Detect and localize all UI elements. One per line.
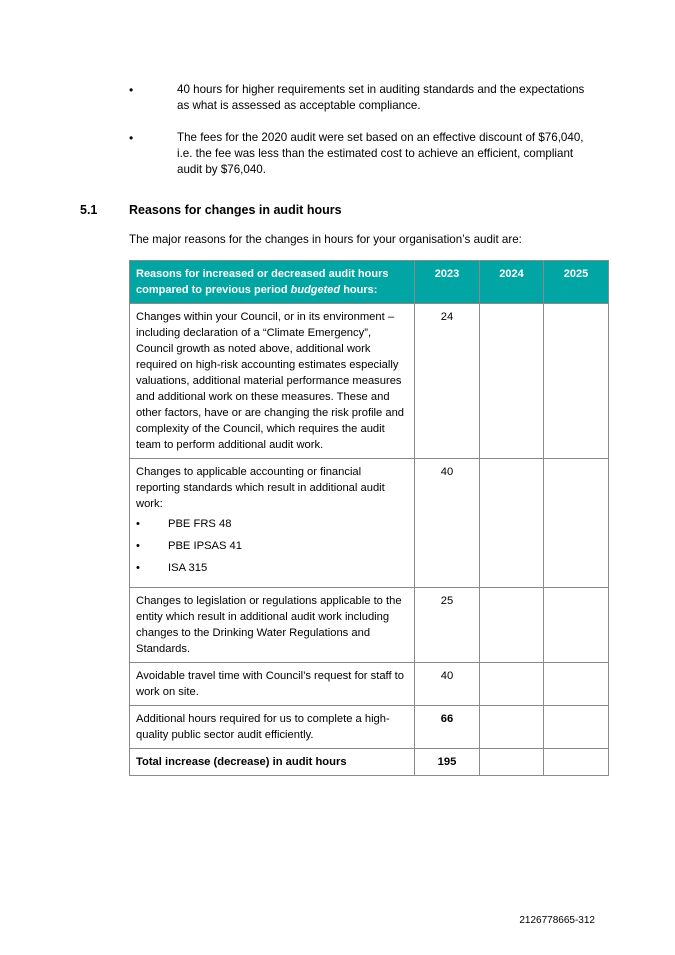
row-value-2025 [544,304,609,459]
total-value-2024 [480,749,544,776]
bullet-icon: • [136,518,140,530]
section-number: 5.1 [80,203,98,217]
row-value-2024 [480,459,544,588]
audit-hours-table [129,260,609,776]
row-reason [130,459,415,588]
row-reason: Changes to legislation or regulations applicable to the entity which result in additional audit work including changes to the Drinking Water Regulations and Standards. [130,588,415,663]
row-value-2023: 25 [415,588,480,663]
row-value-2025 [544,588,609,663]
table-total-row [130,749,609,776]
bullet-icon: • [129,83,134,97]
bullet-text: The fees for the 2020 audit were set based on an effective discount of $76,040, i.e. the fee was less than the estimated cost to achieve an efficient, compliant audit by $76,040. [177,131,584,176]
intro-paragraph: The major reasons for the changes in hours for your organisation’s audit are: [129,233,522,246]
bullet-icon: • [136,562,140,574]
row-value-2023: 24 [415,304,480,459]
row-value-2024 [480,588,544,663]
row-value-2025 [544,459,609,588]
header-year-2024: 2024 [480,261,544,304]
total-label: Total increase (decrease) in audit hours [130,749,415,776]
table-row [130,588,609,663]
section-title: Reasons for changes in audit hours [129,203,342,217]
table-row [130,459,609,588]
row-value-2023: 40 [415,663,480,706]
row-reason: Changes within your Council, or in its environment – including declaration of a “Climate Emergency”, Council growth as noted above, additional work required on high-risk accounting estimates especially valuations, additional material performance measures and additional work on these measures. These and other factors, have or are changing the risk profile and complexity of the Council, which requires the audit team to perform additional audit work. [130,304,415,459]
header-year-2025: 2025 [544,261,609,304]
table-header-row [130,261,609,304]
list-item: • PBE IPSAS 41 [136,540,243,552]
row-value-2025 [544,706,609,749]
bullet-text: 40 hours for higher requirements set in auditing standards and the expectations as what is assessed as acceptable compliance. [177,83,585,112]
row-value-2023: 66 [415,706,480,749]
total-value-2023: 195 [415,749,480,776]
header-emphasis: budgeted [290,284,341,296]
row-value-2025 [544,663,609,706]
standards-list [136,516,408,576]
bullet-icon: • [129,131,134,145]
table-row [130,706,609,749]
table-row [130,304,609,459]
header-year-2023: 2023 [415,261,480,304]
row-value-2024 [480,663,544,706]
row-reason: Additional hours required for us to complete a high-quality public sector audit efficiently. [130,706,415,749]
row-value-2023: 40 [415,459,480,588]
list-item: • ISA 315 [136,562,208,574]
row-value-2024 [480,304,544,459]
row-reason-text: Changes to applicable accounting or financial reporting standards which result in additional audit work: [136,466,385,510]
header-reasons: Reasons for increased or decreased audit hours compared to previous period budgeted hours: [130,261,415,304]
total-value-2025 [544,749,609,776]
row-reason: Avoidable travel time with Council’s request for staff to work on site. [130,663,415,706]
table-row [130,663,609,706]
row-value-2024 [480,706,544,749]
bullet-icon: • [136,540,140,552]
document-reference: 2126778665-312 [519,915,595,926]
list-item: • PBE FRS 48 [136,518,232,530]
